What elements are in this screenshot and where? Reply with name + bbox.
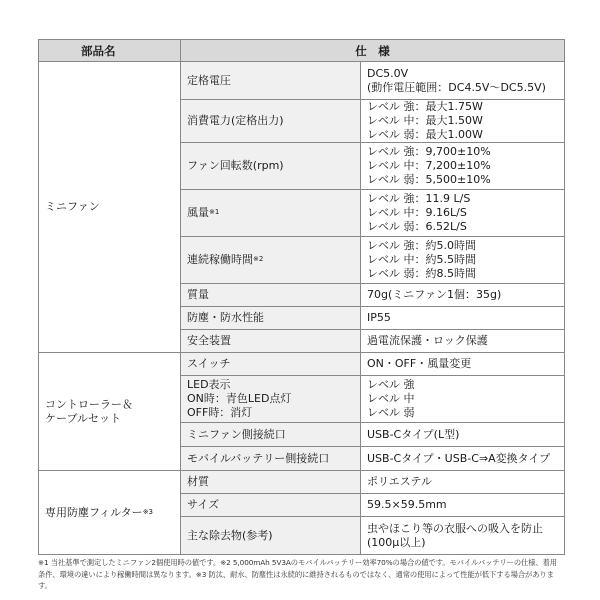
spec-row (39, 62, 565, 100)
spec-value-cell (361, 62, 565, 100)
spec-label: モバイルバッテリー側接続口 (187, 451, 330, 465)
spec-value: レベル 強：9,700±10% (367, 145, 491, 158)
footnote-line: 条件、環境の違いにより稼働時間は異なります。※3 防汰、耐水、防塵性は永続的に維持されるものではなく、通常の使用によって性能が低下する場合があります。 (38, 569, 554, 590)
spec-value: 70g(ミニファン1個：35g) (367, 288, 502, 301)
spec-label: 定格電圧 (187, 73, 231, 87)
footnote-line: ※1 当社基準で測定したミニファン2個使用時の値です。※2 5,000mAh 5V3Aのモバイルバッテリー効率70%の場合の値です。モバイルバッテリーの仕様、着用 (38, 558, 557, 567)
spec-value: ON・OFF・風量変更 (367, 357, 472, 370)
spec-label-cell (181, 494, 361, 517)
spec-value: レベル 弱：6.52L/S (367, 220, 467, 233)
spec-value-cell (361, 423, 565, 447)
footnote-mark: ※3 (142, 507, 154, 516)
part-name-cell (39, 353, 181, 471)
spec-value: (100μ以上) (367, 535, 426, 549)
spec-label: OFF時：消灯 (187, 406, 253, 419)
spec-label-cell (181, 284, 361, 307)
spec-value: ポリエステル (367, 475, 433, 488)
spec-value: レベル 中：約5.5時間 (367, 253, 476, 266)
part-name-line: 専用防塵フィルター$^{※3}$ (45, 505, 154, 519)
spec-value: レベル 弱：最大1.00W (367, 128, 483, 141)
spec-value-cell (361, 494, 565, 517)
spec-value-cell (361, 376, 565, 423)
spec-value-cell (361, 517, 565, 555)
spec-label: ミニファン側接続口 (187, 427, 286, 441)
spec-label: ファン回転数(rpm) (187, 159, 284, 172)
spec-label-cell (181, 330, 361, 353)
spec-value-cell (361, 307, 565, 330)
spec-row (39, 471, 565, 494)
table-header-row (39, 40, 565, 62)
spec-table-body (39, 62, 565, 555)
part-name-line: ミニファン (45, 200, 100, 213)
spec-label: 連続稼働時間$^{※2}$ (187, 253, 264, 266)
part-name-line: コントローラー＆ (45, 397, 133, 411)
spec-value: レベル 中：7,200±10% (367, 159, 491, 172)
spec-value: レベル 強：約5.0時間 (367, 239, 476, 252)
spec-label-cell (181, 447, 361, 471)
spec-label: サイズ (187, 498, 220, 511)
spec-value-cell (361, 237, 565, 284)
spec-value: USB-Cタイプ・USB-C⇒A変換タイプ (367, 451, 551, 465)
spec-value: レベル 弱 (367, 406, 415, 419)
spec-label: スイッチ (187, 357, 231, 370)
spec-label: LED表示 (187, 378, 231, 391)
spec-value: レベル 中：最大1.50W (367, 114, 483, 127)
spec-value: レベル 強：最大1.75W (367, 100, 483, 113)
spec-value: レベル 強：11.9 L/S (367, 192, 471, 205)
spec-label-cell (181, 62, 361, 100)
spec-value: 虫やほこり等の衣服への吸入を防止 (367, 521, 543, 535)
spec-value: レベル 強 (367, 378, 415, 391)
spec-row (39, 353, 565, 376)
spec-label-cell (181, 353, 361, 376)
spec-value-cell (361, 100, 565, 143)
part-name-line: ケーブルセット (45, 411, 122, 425)
spec-label: 主な除去物(参考) (187, 528, 273, 542)
spec-label: 風量$^{※1}$ (187, 206, 220, 219)
header-part-name: 部品名 (39, 40, 181, 62)
spec-value-cell (361, 284, 565, 307)
spec-value: 59.5×59.5mm (367, 498, 447, 511)
footnote (38, 557, 564, 592)
footnote-mark: ※2 (253, 255, 264, 263)
spec-label-cell (181, 100, 361, 143)
spec-table (38, 39, 565, 555)
spec-label: 防塵・防水性能 (187, 311, 264, 324)
spec-label-cell (181, 517, 361, 555)
part-name-cell (39, 62, 181, 353)
spec-value: IP55 (367, 311, 391, 324)
spec-value: レベル 中：9.16L/S (367, 206, 467, 219)
spec-label-cell (181, 376, 361, 423)
spec-value-cell (361, 447, 565, 471)
spec-value-cell (361, 330, 565, 353)
spec-value-cell (361, 190, 565, 237)
spec-value-cell (361, 143, 565, 190)
footnote-mark: ※1 (209, 208, 220, 216)
spec-value: 過電流保護・ロック保護 (367, 334, 488, 347)
spec-label-cell (181, 423, 361, 447)
spec-value: レベル 弱：5,500±10% (367, 173, 491, 186)
part-name-cell (39, 471, 181, 555)
spec-label: ON時：青色LED点灯 (187, 392, 292, 405)
header-spec: 仕 様 (181, 40, 565, 62)
spec-label: 消費電力(定格出力) (187, 114, 284, 127)
spec-value: レベル 中 (367, 392, 415, 405)
spec-label-cell (181, 471, 361, 494)
spec-value: (動作電圧範囲：DC4.5V〜DC5.5V) (367, 80, 546, 94)
spec-label: 材質 (187, 475, 209, 488)
spec-value: レベル 弱：約8.5時間 (367, 267, 476, 280)
spec-label-cell (181, 190, 361, 237)
spec-label-cell (181, 143, 361, 190)
spec-value: USB-Cタイプ(L型) (367, 427, 460, 441)
spec-value-cell (361, 471, 565, 494)
spec-label: 質量 (187, 288, 209, 301)
spec-label-cell (181, 237, 361, 284)
spec-label-cell (181, 307, 361, 330)
spec-label: 安全装置 (187, 334, 231, 347)
spec-value: DC5.0V (367, 66, 409, 80)
spec-value-cell (361, 353, 565, 376)
